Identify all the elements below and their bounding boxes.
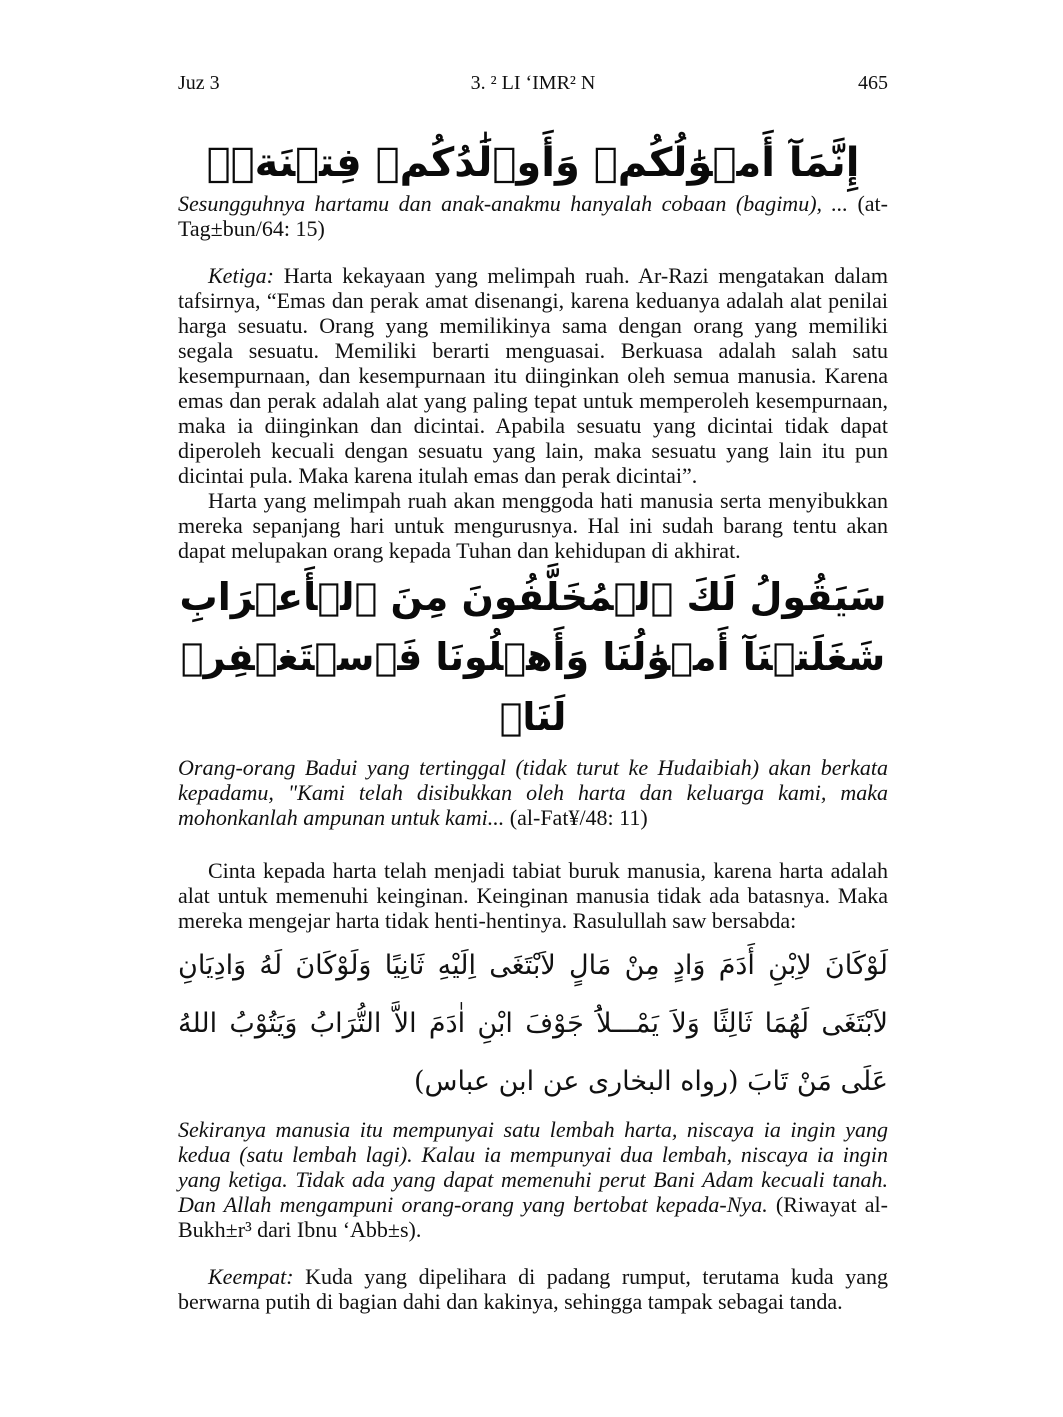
paragraph-cinta: Cinta kepada harta telah menjadi tabiat buruk manusia, karena harta adalah alat untuk memenuhi keinginan. Keinginan manusia tidak ada batasnya. Maka mereka mengejar harta tidak henti-hentinya. Rasulullah saw bersabda: [178, 858, 888, 933]
paragraph-ketiga-text: Harta kekayaan yang melimpah ruah. Ar-Razi mengatakan dalam tafsirnya, “Emas dan perak amat disenangi, karena keduanya adalah alat penilai harga sesuatu. Orang yang memilikinya sama dengan orang yang memiliki segala sesuatu. Memiliki berarti menguasai. Berkuasa adalah salah satu kesempurnaan, dan kesempurnaan itu diinginkan oleh semua manusia. Karena emas dan perak adalah alat yang paling tepat untuk memperoleh kesempurnaan, maka ia diinginkan dan dicintai. Apabila sesuatu yang dicintai tidak dapat diperoleh kecuali dengan sesuatu yang lain, maka sesuatu yang lain itu pun dicintai pula. Maka karena itulah emas dan perak dicintai”. [178, 263, 888, 488]
paragraph-ketiga [178, 263, 888, 488]
paragraph-keempat-label: Keempat: [208, 1264, 294, 1289]
hadith-translation-text: Sekiranya manusia itu mempunyai satu lembah harta, niscaya ia ingin yang kedua (satu lembah lagi). Kalau ia mempunyai dua lembah, niscaya ia ingin yang ketiga. Tidak ada yang dapat memenuhi perut Bani Adam kecuali tanah. Dan Allah mengampuni orang-orang yang bertobat kepada-Nya. [178, 1117, 888, 1217]
paragraph-keempat [178, 1264, 888, 1314]
verse-reference-2: (al-Fat¥/48: 11) [504, 805, 648, 830]
hadith-reference: (Riwayat al-Bukh±r³ dari Ibnu ‘Abb±s). [178, 1192, 888, 1242]
verse-translation-text-2: Orang-orang Badui yang tertinggal (tidak turut ke Hudaibiah) akan berkata kepadamu, "Kami telah disibukkan oleh harta dan keluarga kami, maka mohonkanlah ampunan untuk kami... [178, 755, 888, 830]
quran-verse-arabic-1: إِنَّمَآ أَمۡوَٰلُكُمۡ وَأَوۡلَٰدُكُمۡ فِتۡنَةٞۚ [206, 140, 860, 186]
paragraph-harta: Harta yang melimpah ruah akan menggoda hati manusia serta menyibukkan mereka sepanjang hari untuk mengurusnya. Hal ini sudah barang tentu akan dapat melupakan orang kepada Tuhan dan kehidupan di akhirat. [178, 488, 888, 563]
verse-translation-2 [178, 755, 888, 830]
paragraph-keempat-text: Kuda yang dipelihara di padang rumput, terutama kuda yang berwarna putih di bagian dahi dan kakinya, sehingga tampak sebagai tanda. [178, 1264, 888, 1314]
juz-label: Juz 3 [178, 72, 220, 94]
verse-translation-text-1: Sesungguhnya hartamu dan anak-anakmu hanyalah cobaan (bagimu), ... [178, 191, 848, 216]
surah-title: 3. ² LI ‘IMR² N [470, 72, 596, 94]
hadith-arabic: لَوْكَانَ لاِبْنِ أَدَمَ وَادٍ مِنْ مَالٍ لاَبْتَغَى اِلَيْهِ ثَانِيًا وَلَوْكَانَ لَهُ وَادِيَانِ لاَبْتَغَى لَهُمَا ثَالِثًا وَلاَ يَمْـــلاَُ جَوْفَ ابْنِ اٰدَمَ الاَّ التُّرَابُ وَيَتُوْبُ اللهُ عَلَى مَنْ تَابَ (رواه البخارى عن ابن عباس) [178, 950, 888, 1097]
verse-translation-1 [178, 191, 888, 241]
hadith-translation [178, 1117, 888, 1242]
page [178, 72, 888, 1314]
running-header [178, 72, 888, 95]
page-number: 465 [858, 72, 888, 94]
paragraph-ketiga-label: Ketiga: [208, 263, 274, 288]
quran-verse-arabic-2: سَيَقُولُ لَكَ ٱلۡمُخَلَّفُونَ مِنَ ٱلۡأَعۡرَابِ شَغَلَتۡنَآ أَمۡوَٰلُنَا وَأَهۡلُونَا فَٱسۡتَغۡفِرۡ لَنَاۚ [179, 575, 887, 739]
verse-reference-1: (at-Tag±bun/64: 15) [178, 191, 888, 241]
